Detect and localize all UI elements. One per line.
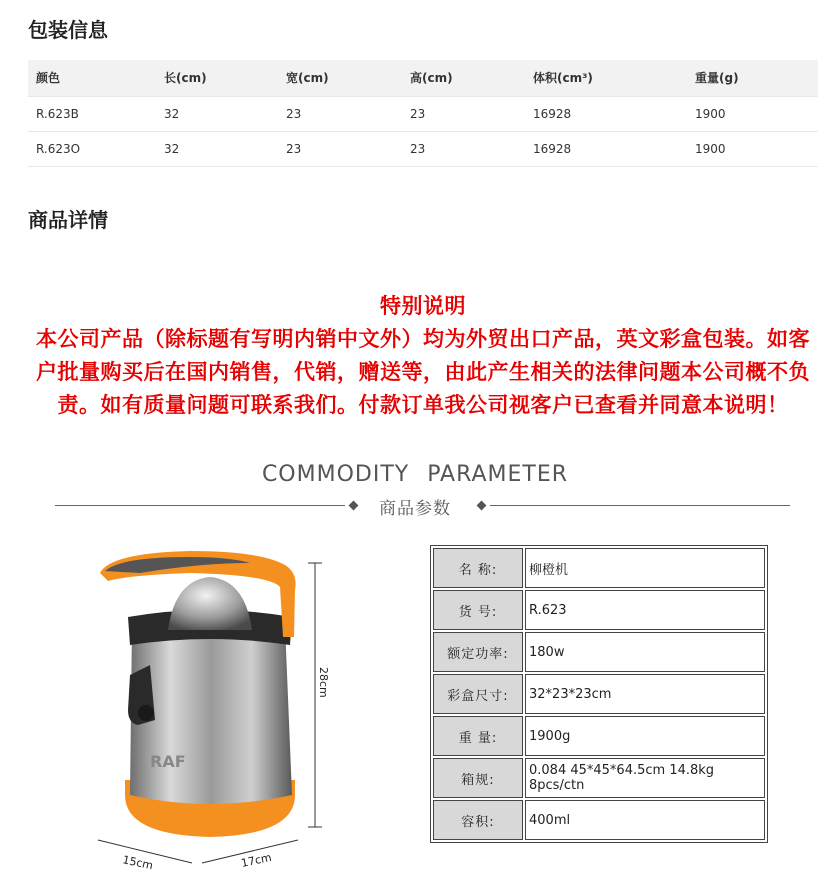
param-key: 彩盒尺寸: <box>433 674 523 714</box>
commodity-parameter-heading: COMMODITY PARAMETER <box>261 462 569 487</box>
package-table <box>28 60 818 167</box>
package-table-header <box>28 60 818 96</box>
commodity-parameter-subheading: 商品参数 <box>379 499 451 519</box>
header-color: 颜色 <box>28 60 156 96</box>
height-dimension-label: 28cm <box>317 667 330 698</box>
param-row <box>433 632 765 672</box>
param-value: 0.084 45*45*64.5cm 14.8kg 8pcs/ctn <box>525 758 765 798</box>
cell-length: 32 <box>156 96 278 131</box>
header-height: 高(cm) <box>402 60 525 96</box>
divider-right <box>490 505 790 506</box>
param-row <box>433 548 765 588</box>
param-key: 容积: <box>433 800 523 840</box>
spout-knob <box>138 705 154 721</box>
brand-logo: RAF <box>150 752 186 771</box>
header-volume: 体积(cm³) <box>525 60 687 96</box>
cell-height: 23 <box>402 96 525 131</box>
param-value: 180w <box>525 632 765 672</box>
juicer-product-image <box>80 545 340 875</box>
param-key: 货 号: <box>433 590 523 630</box>
param-value: 1900g <box>525 716 765 756</box>
header-width: 宽(cm) <box>278 60 402 96</box>
cell-color: R.623B <box>28 96 156 131</box>
header-weight: 重量(g) <box>687 60 818 96</box>
param-value: 400ml <box>525 800 765 840</box>
param-row <box>433 674 765 714</box>
table-row <box>28 96 818 131</box>
param-row <box>433 758 765 798</box>
param-key: 重 量: <box>433 716 523 756</box>
param-value: R.623 <box>525 590 765 630</box>
cell-weight: 1900 <box>687 96 818 131</box>
special-notice <box>28 290 818 422</box>
param-key: 额定功率: <box>433 632 523 672</box>
table-row <box>28 131 818 166</box>
header-length: 长(cm) <box>156 60 278 96</box>
param-value: 柳橙机 <box>525 548 765 588</box>
cell-length: 32 <box>156 131 278 166</box>
width-dimension-label: 17cm <box>239 850 273 870</box>
package-info-title: 包装信息 <box>28 18 108 42</box>
param-key: 箱规: <box>433 758 523 798</box>
cell-width: 23 <box>278 131 402 166</box>
parameter-table <box>430 545 768 843</box>
cell-weight: 1900 <box>687 131 818 166</box>
reamer-cone <box>168 577 252 630</box>
product-detail-title: 商品详情 <box>28 208 108 232</box>
cell-volume: 16928 <box>525 131 687 166</box>
param-key: 名 称: <box>433 548 523 588</box>
param-value: 32*23*23cm <box>525 674 765 714</box>
cell-color: R.623O <box>28 131 156 166</box>
param-row <box>433 590 765 630</box>
cell-width: 23 <box>278 96 402 131</box>
cell-volume: 16928 <box>525 96 687 131</box>
param-row <box>433 800 765 840</box>
cell-height: 23 <box>402 131 525 166</box>
param-row <box>433 716 765 756</box>
notice-heading: 特别说明 <box>380 294 466 318</box>
depth-dimension-label: 15cm <box>121 853 155 873</box>
notice-body: 本公司产品（除标题有写明内销中文外）均为外贸出口产品，英文彩盒包装。如客户批量购买后在国内销售，代销，赠送等，由此产生相关的法律问题本公司概不负责。如有质量问题可联系我们。付款订单我公司视客户已查看并同意本说明！ <box>36 327 810 417</box>
